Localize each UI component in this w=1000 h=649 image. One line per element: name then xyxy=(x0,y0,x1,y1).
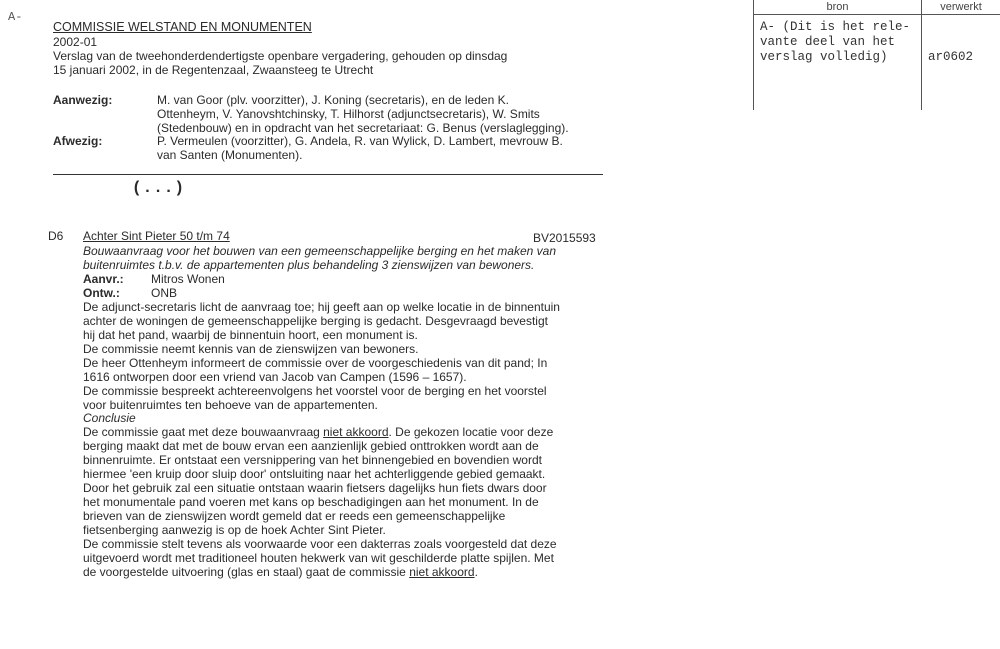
conclusion-text: De commissie gaat met deze bouwaanvraag xyxy=(83,425,324,439)
present-line: M. van Goor (plv. voorzitter), J. Koning (secretaris), en de leden K. xyxy=(157,93,509,107)
body-line: 1616 ontworpen door een vriend van Jacob van Campen (1596 – 1657). xyxy=(83,370,467,384)
conclusion-line xyxy=(83,425,553,439)
source-note-line: vante deel van het xyxy=(760,35,896,49)
conclusion-line: binnenruimte. Er ontstaat een versnippering van het binnengebied en bovendien wordt xyxy=(83,453,542,467)
meeting-description-line: 15 januari 2002, in de Regentenzaal, Zwaansteeg te Utrecht xyxy=(53,63,374,77)
meeting-description-line: Verslag van de tweehonderdendertigste openbare vergadering, gehouden op dinsdag xyxy=(53,49,508,63)
item-reference: BV2015593 xyxy=(533,231,596,245)
corner-mark: A- xyxy=(8,10,23,24)
present-line: Ottenheym, V. Yanovshtchinsky, T. Hilhorst (adjunctsecretaris), W. Smits xyxy=(157,107,540,121)
conclusion-line xyxy=(83,565,478,579)
designer-value: ONB xyxy=(151,286,178,300)
absent-list xyxy=(157,134,617,162)
present-list xyxy=(157,93,617,135)
item-number: D6 xyxy=(48,229,64,243)
section-divider xyxy=(53,174,603,175)
source-note-line: verslag volledig) xyxy=(760,50,888,64)
body-line: achter de woningen de gemeenschappelijke berging is gedacht. Desgevraagd bevestigt xyxy=(83,314,548,328)
item-subject-line: Bouwaanvraag voor het bouwen van een gemeenschappelijke berging en het maken van xyxy=(83,244,556,258)
absent-line: van Santen (Monumenten). xyxy=(157,148,303,162)
source-table xyxy=(753,0,1000,110)
item-address: Achter Sint Pieter 50 t/m 74 xyxy=(83,229,230,243)
designer-label: Ontw.: xyxy=(83,286,120,300)
reference-code: ar0602 xyxy=(928,50,974,64)
applicant-label: Aanvr.: xyxy=(83,272,124,286)
meeting-number: 2002-01 xyxy=(53,35,98,49)
source-table-divider xyxy=(921,0,922,110)
conclusion-line: De commissie stelt tevens als voorwaarde voor een dakterras zoals voorgesteld dat deze xyxy=(83,537,557,551)
body-line: De commissie bespreekt achtereenvolgens het voorstel voor de berging en het voorstel xyxy=(83,384,547,398)
present-line: (Stedenbouw) en in opdracht van het secretariaat: G. Benus (verslaglegging). xyxy=(157,121,569,135)
body-line: De adjunct-secretaris licht de aanvraag toe; hij geeft aan op welke locatie in de binnentuin xyxy=(83,300,560,314)
column-header-verwerkt: verwerkt xyxy=(940,1,982,13)
conclusion-line: Door het gebruik zal een situatie ontstaan waarin fietsers dagelijks hun fiets dwars door xyxy=(83,481,547,495)
absent-line: P. Vermeulen (voorzitter), G. Andela, R. van Wylick, D. Lambert, mevrouw B. xyxy=(157,134,563,148)
conclusion-line: hiermee 'een kruip door sluip door' ontsluiting naar het achterliggende gebied gemaakt. xyxy=(83,467,546,481)
item-subject-line: buitenruimtes t.b.v. de appartementen plus behandeling 3 zienswijzen van bewoners. xyxy=(83,258,535,272)
conclusion-line: uitgevoerd wordt met traditioneel houten hekwerk van wit geschilderde platte spijlen. Met xyxy=(83,551,554,565)
source-note-line: A- (Dit is het rele- xyxy=(760,20,911,34)
conclusion-text: . De gekozen locatie voor deze xyxy=(388,425,554,439)
organization-title: COMMISSIE WELSTAND EN MONUMENTEN xyxy=(53,20,312,34)
body-line: hij dat het pand, waarbij de binnentuin hoort, een monument is. xyxy=(83,328,418,342)
conclusion-text: de voorgestelde uitvoering (glas en staal) gaat de commissie xyxy=(83,565,410,579)
body-line: De heer Ottenheym informeert de commissie over de voorgeschiedenis van dit pand; In xyxy=(83,356,548,370)
conclusion-line: berging maakt dat met de bouw ervan een aanzienlijk gebied onttrokken wordt aan de xyxy=(83,439,539,453)
omission-mark: (...) xyxy=(132,179,186,197)
verdict-not-approved: niet akkoord xyxy=(323,425,389,439)
conclusion-label: Conclusie xyxy=(83,411,136,425)
column-header-bron: bron xyxy=(826,1,849,13)
conclusion-text: . xyxy=(474,565,478,579)
absent-label: Afwezig: xyxy=(53,134,103,148)
applicant-value: Mitros Wonen xyxy=(151,272,225,286)
body-line: De commissie neemt kennis van de zienswijzen van bewoners. xyxy=(83,342,419,356)
body-line: voor buitenruimtes ten behoeve van de appartementen. xyxy=(83,398,378,412)
present-label: Aanwezig: xyxy=(53,93,113,107)
verdict-not-approved: niet akkoord xyxy=(409,565,475,579)
conclusion-line: fietsenberging aanwezig is op de hoek Achter Sint Pieter. xyxy=(83,523,386,537)
conclusion-line: brieven van de zienswijzen wordt gemeld dat er reeds een gemeenschappelijke xyxy=(83,509,506,523)
conclusion-line: het monumentale pand voeren met kans op beschadigingen aan het monument. In de xyxy=(83,495,539,509)
